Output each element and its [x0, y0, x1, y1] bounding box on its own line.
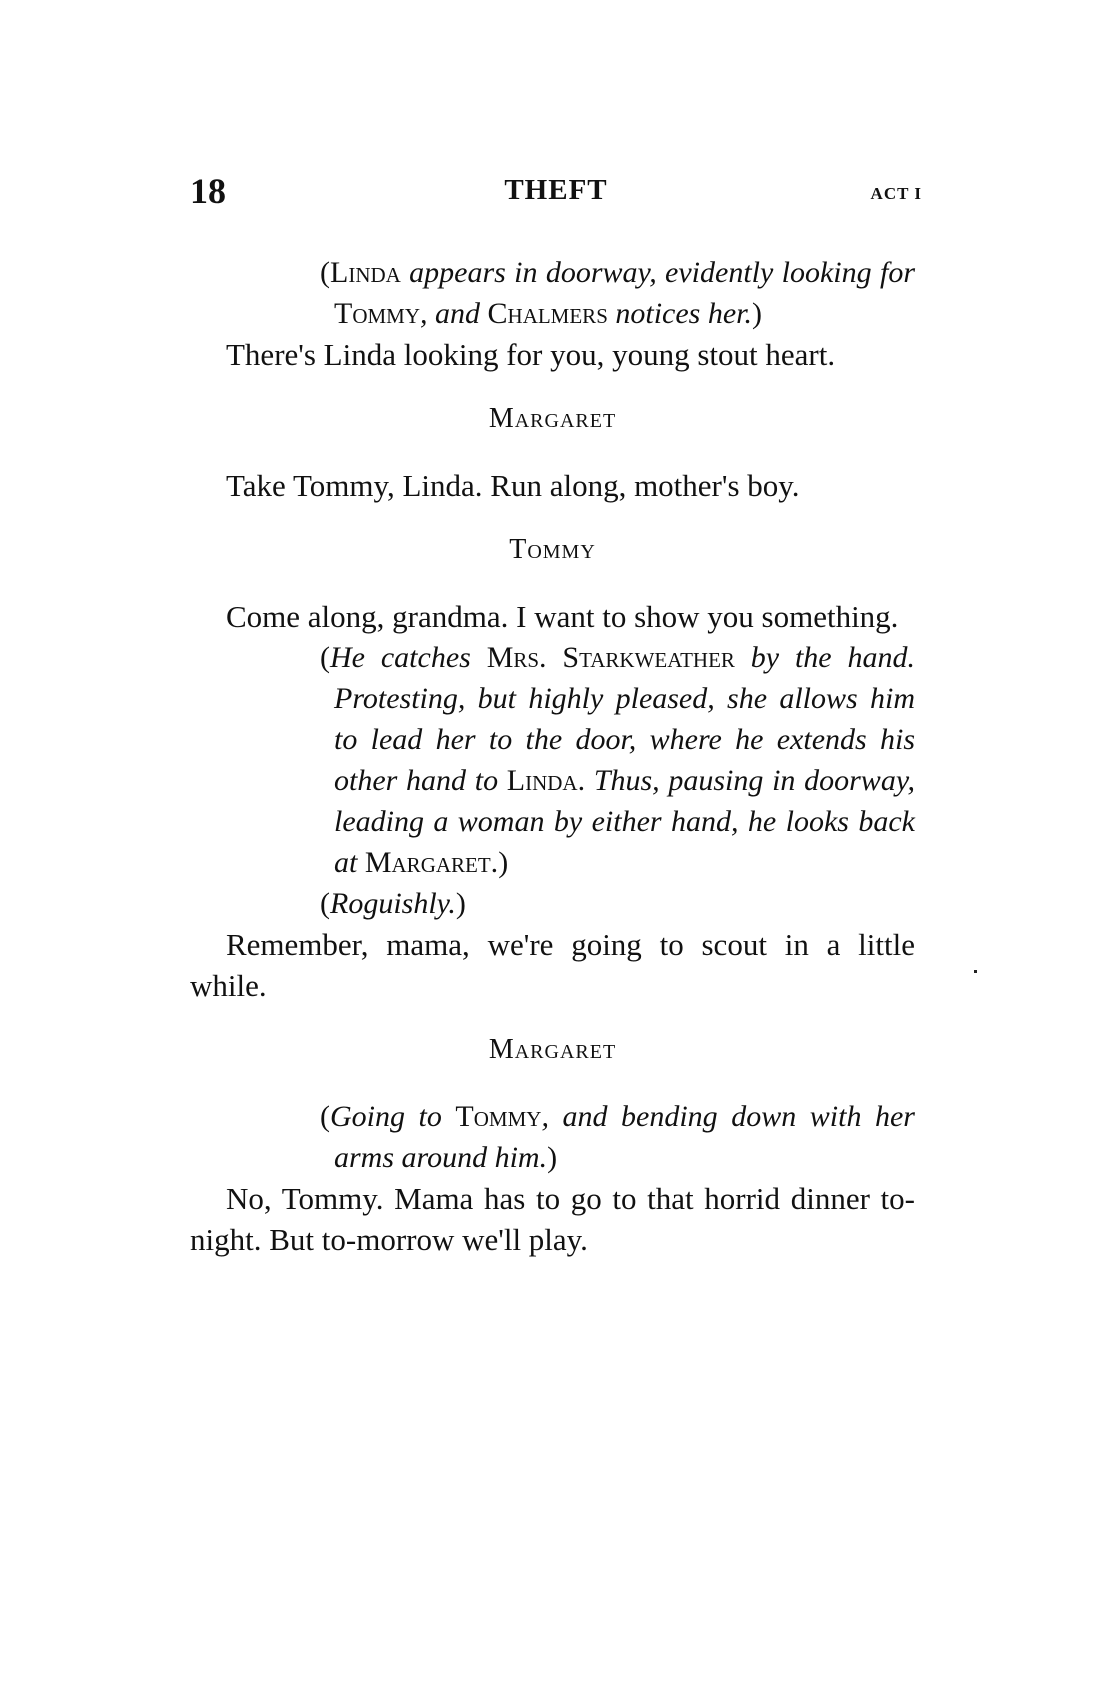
character-name: Chalmers — [487, 297, 608, 330]
speech: Take Tommy, Linda. Run along, mother's boy. — [226, 468, 800, 503]
play-text — [190, 252, 915, 1260]
paren: ( — [320, 887, 330, 920]
speech: No, Tommy. Mama has to go to that horrid dinner to-night. But to-morrow we'll play. — [190, 1181, 915, 1257]
speech: There's Linda looking for you, young stout heart. — [226, 337, 836, 372]
character-name: Tommy — [455, 1100, 542, 1133]
paren: ( — [320, 1100, 330, 1133]
stage-direction — [190, 637, 915, 883]
paren: ( — [320, 256, 330, 289]
running-act: ACT I — [870, 184, 922, 203]
character-name: Tommy — [334, 297, 421, 330]
character-name: Linda — [330, 256, 401, 289]
direction-text: , and — [420, 297, 488, 330]
print-speck — [974, 970, 977, 973]
direction-text: , and bending down with her arms around him. — [334, 1100, 915, 1174]
character-name: Margaret. — [364, 846, 499, 879]
paren: ) — [455, 887, 466, 920]
paren: ( — [320, 641, 330, 674]
speaker-name: Margaret — [488, 1034, 617, 1065]
direction-text: Going to — [330, 1100, 456, 1133]
speaker-name: Margaret — [488, 403, 617, 434]
direction-text: by the hand. Protesting, but highly pleased, she allows him to lead her to the door, where he extends his other hand to — [334, 641, 915, 797]
running-header — [190, 170, 922, 220]
stage-direction — [190, 252, 915, 334]
character-name: Mrs. Starkweather — [486, 641, 735, 674]
paren: ) — [498, 846, 509, 879]
speaker-name: Tommy — [509, 534, 596, 565]
paren: ) — [547, 1141, 558, 1174]
direction-text: He catches — [330, 641, 487, 674]
speech: Come along, grandma. I want to show you something. — [226, 599, 899, 634]
stage-direction — [190, 1096, 915, 1178]
character-name: Linda. — [506, 764, 586, 797]
page-number: 18 — [190, 171, 226, 211]
direction-text: Roguishly. — [330, 887, 456, 920]
paren: ) — [752, 297, 763, 330]
running-title: THEFT — [504, 174, 608, 206]
direction-text: notices her. — [607, 297, 753, 330]
direction-text: Thus, pausing in doorway, leading a woman by either hand, he looks back at — [334, 764, 915, 879]
direction-text: appears in doorway, evidently looking for — [400, 256, 915, 289]
stage-direction — [190, 883, 915, 924]
speech: Remember, mama, we're going to scout in a little while. — [190, 927, 915, 1003]
